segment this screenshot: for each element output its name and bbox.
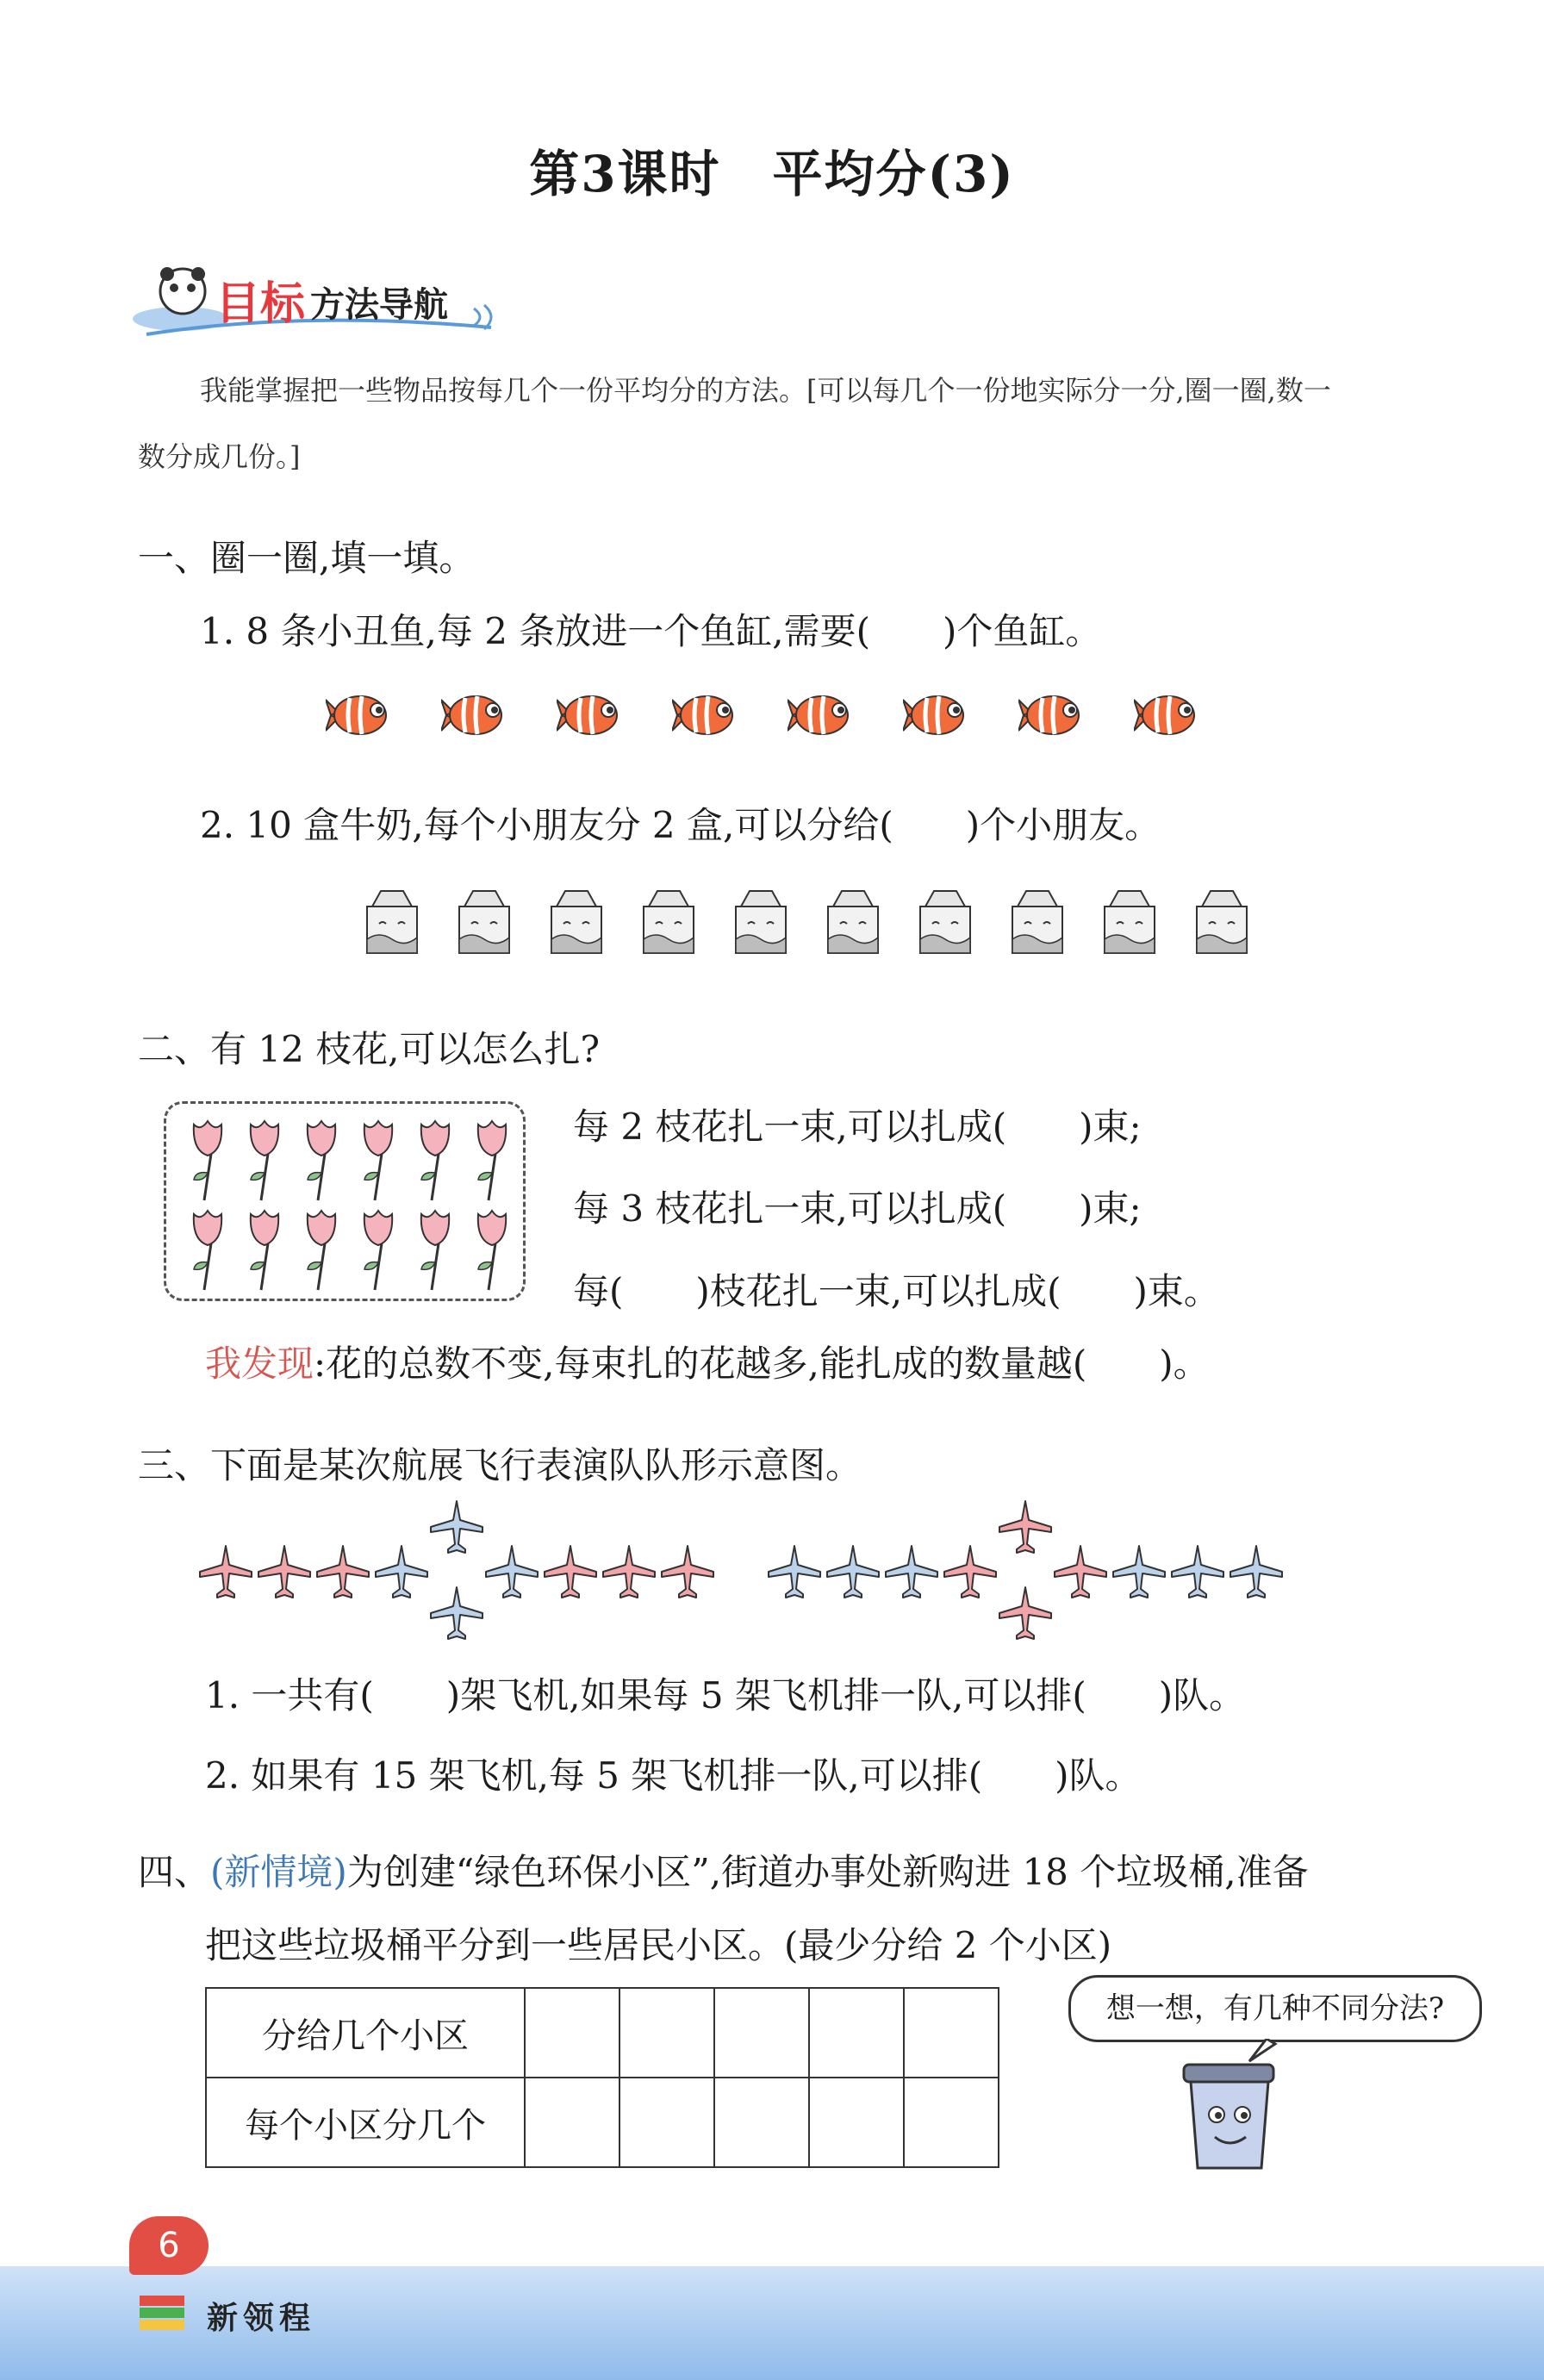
section1-question-1: 1. 8 条小丑鱼,每 2 条放进一个鱼缸,需要( )个鱼缸。 — [200, 610, 1102, 652]
flower-icon — [409, 1116, 459, 1202]
intro-line-2: 数分成几份。] — [138, 440, 301, 473]
section4-heading: 四、(新情境)为创建“绿色环保小区”,街道办事处新购进 18 个垃圾桶,准备 — [138, 1851, 1309, 1893]
airplane-icon — [484, 1544, 539, 1599]
discover-label: 我发现 — [205, 1343, 314, 1385]
clownfish-icon — [557, 688, 626, 743]
flower-line-3: 每( )枝花扎一束,可以扎成( )束。 — [573, 1270, 1220, 1312]
airplane-icon — [825, 1544, 881, 1599]
flower-icon — [296, 1206, 346, 1292]
clownfish-row — [326, 688, 1222, 750]
milk-carton-icon — [638, 888, 699, 956]
airplane-icon — [429, 1586, 484, 1641]
airplane-icon — [315, 1544, 370, 1599]
answer-cell[interactable] — [619, 1988, 714, 2078]
answer-cell[interactable] — [714, 2078, 809, 2167]
discover-line — [205, 1336, 1210, 1387]
section3-question-2: 2. 如果有 15 架飞机,每 5 架飞机排一队,可以排( )队。 — [205, 1754, 1142, 1797]
airplane-icon — [660, 1544, 715, 1599]
clownfish-icon — [788, 688, 856, 743]
milk-carton-icon — [731, 888, 791, 956]
row-header-per-district: 每个小区分几个 — [206, 2078, 525, 2167]
answer-cell[interactable] — [619, 2078, 714, 2167]
milk-carton-icon — [546, 888, 607, 956]
flower-box — [164, 1101, 526, 1301]
flower-icon — [182, 1206, 232, 1292]
clownfish-icon — [326, 688, 395, 743]
new-context-tag: (新情境) — [210, 1851, 347, 1893]
flower-icon — [239, 1206, 289, 1292]
milk-carton-icon — [823, 888, 883, 956]
airplane-icon — [1229, 1544, 1284, 1599]
flower-line-1: 每 2 枝花扎一束,可以扎成( )束; — [573, 1106, 1142, 1148]
discover-text: :花的总数不变,每束扎的花越多,能扎成的数量越( )。 — [314, 1343, 1210, 1385]
milk-carton-icon — [1099, 888, 1160, 956]
book-icon — [138, 2292, 190, 2332]
airplane-icon — [374, 1544, 429, 1599]
milk-carton-icon — [362, 888, 422, 956]
airplane-icon — [1170, 1544, 1225, 1599]
answer-cell[interactable] — [525, 1988, 619, 2078]
airplane-icon — [543, 1544, 598, 1599]
clownfish-icon — [1134, 688, 1203, 743]
clownfish-icon — [441, 688, 510, 743]
answer-cell[interactable] — [525, 2078, 619, 2167]
airplane-icon — [429, 1499, 484, 1554]
section1-heading: 一、圈一圈,填一填。 — [138, 537, 476, 579]
airplane-icon — [198, 1544, 253, 1599]
milk-carton-icon — [454, 888, 514, 956]
flower-line-2: 每 3 枝花扎一束,可以扎成( )束; — [573, 1187, 1142, 1230]
trash-bin-icon — [1172, 2039, 1292, 2177]
milk-carton-icon — [915, 888, 975, 956]
airplane-icon — [998, 1499, 1053, 1554]
milk-carton-row — [362, 888, 1258, 956]
answer-cell[interactable] — [809, 1988, 904, 2078]
airplane-icon — [1053, 1544, 1108, 1599]
table-row — [206, 2078, 999, 2167]
airplane-icon — [943, 1544, 998, 1599]
flower-icon — [466, 1206, 516, 1292]
flower-icon — [352, 1116, 402, 1202]
airplane-icon — [884, 1544, 939, 1599]
airplane-icon — [998, 1586, 1053, 1641]
airplane-icon — [257, 1544, 312, 1599]
plane-formation — [198, 1499, 1318, 1646]
flower-icon — [352, 1206, 402, 1292]
page-number: 6 — [129, 2216, 209, 2275]
clownfish-icon — [672, 688, 741, 743]
page-title: 第3课时 平均分(3) — [529, 145, 1015, 203]
thought-bubble: 想一想，有几种不同分法? — [1068, 1975, 1482, 2042]
guide-sub-label: 方法导航 — [310, 285, 448, 325]
section1-question-2: 2. 10 盒牛奶,每个小朋友分 2 盒,可以分给( )个小朋友。 — [200, 804, 1161, 846]
answer-cell[interactable] — [714, 1988, 809, 2078]
section2-heading: 二、有 12 枝花,可以怎么扎? — [138, 1028, 601, 1070]
clownfish-icon — [903, 688, 972, 743]
flower-icon — [409, 1206, 459, 1292]
milk-carton-icon — [1007, 888, 1068, 956]
brand-label: 新领程 — [207, 2300, 316, 2336]
section3-heading: 三、下面是某次航展飞行表演队队形示意图。 — [138, 1444, 862, 1486]
distribution-table — [205, 1987, 999, 2168]
flower-icon — [296, 1116, 346, 1202]
flower-icon — [239, 1116, 289, 1202]
table-row — [206, 1988, 999, 2078]
clownfish-icon — [1018, 688, 1087, 743]
answer-cell[interactable] — [904, 2078, 999, 2167]
airplane-icon — [1111, 1544, 1167, 1599]
guide-main-label: 目标 — [215, 278, 306, 330]
airplane-icon — [601, 1544, 657, 1599]
row-header-districts: 分给几个小区 — [206, 1988, 525, 2078]
milk-carton-icon — [1192, 888, 1252, 956]
section4-line-2: 把这些垃圾桶平分到一些居民小区。(最少分给 2 个小区) — [205, 1924, 1112, 1966]
answer-cell[interactable] — [904, 1988, 999, 2078]
intro-line-1: 我能掌握把一些物品按每几个一份平均分的方法。[可以每几个一份地实际分一分,圈一圈,数一 — [200, 374, 1331, 407]
flower-icon — [466, 1116, 516, 1202]
section3-question-1: 1. 一共有( )架飞机,如果每 5 架飞机排一队,可以排( )队。 — [205, 1674, 1246, 1716]
answer-cell[interactable] — [809, 2078, 904, 2167]
airplane-icon — [767, 1544, 822, 1599]
flower-icon — [182, 1116, 232, 1202]
